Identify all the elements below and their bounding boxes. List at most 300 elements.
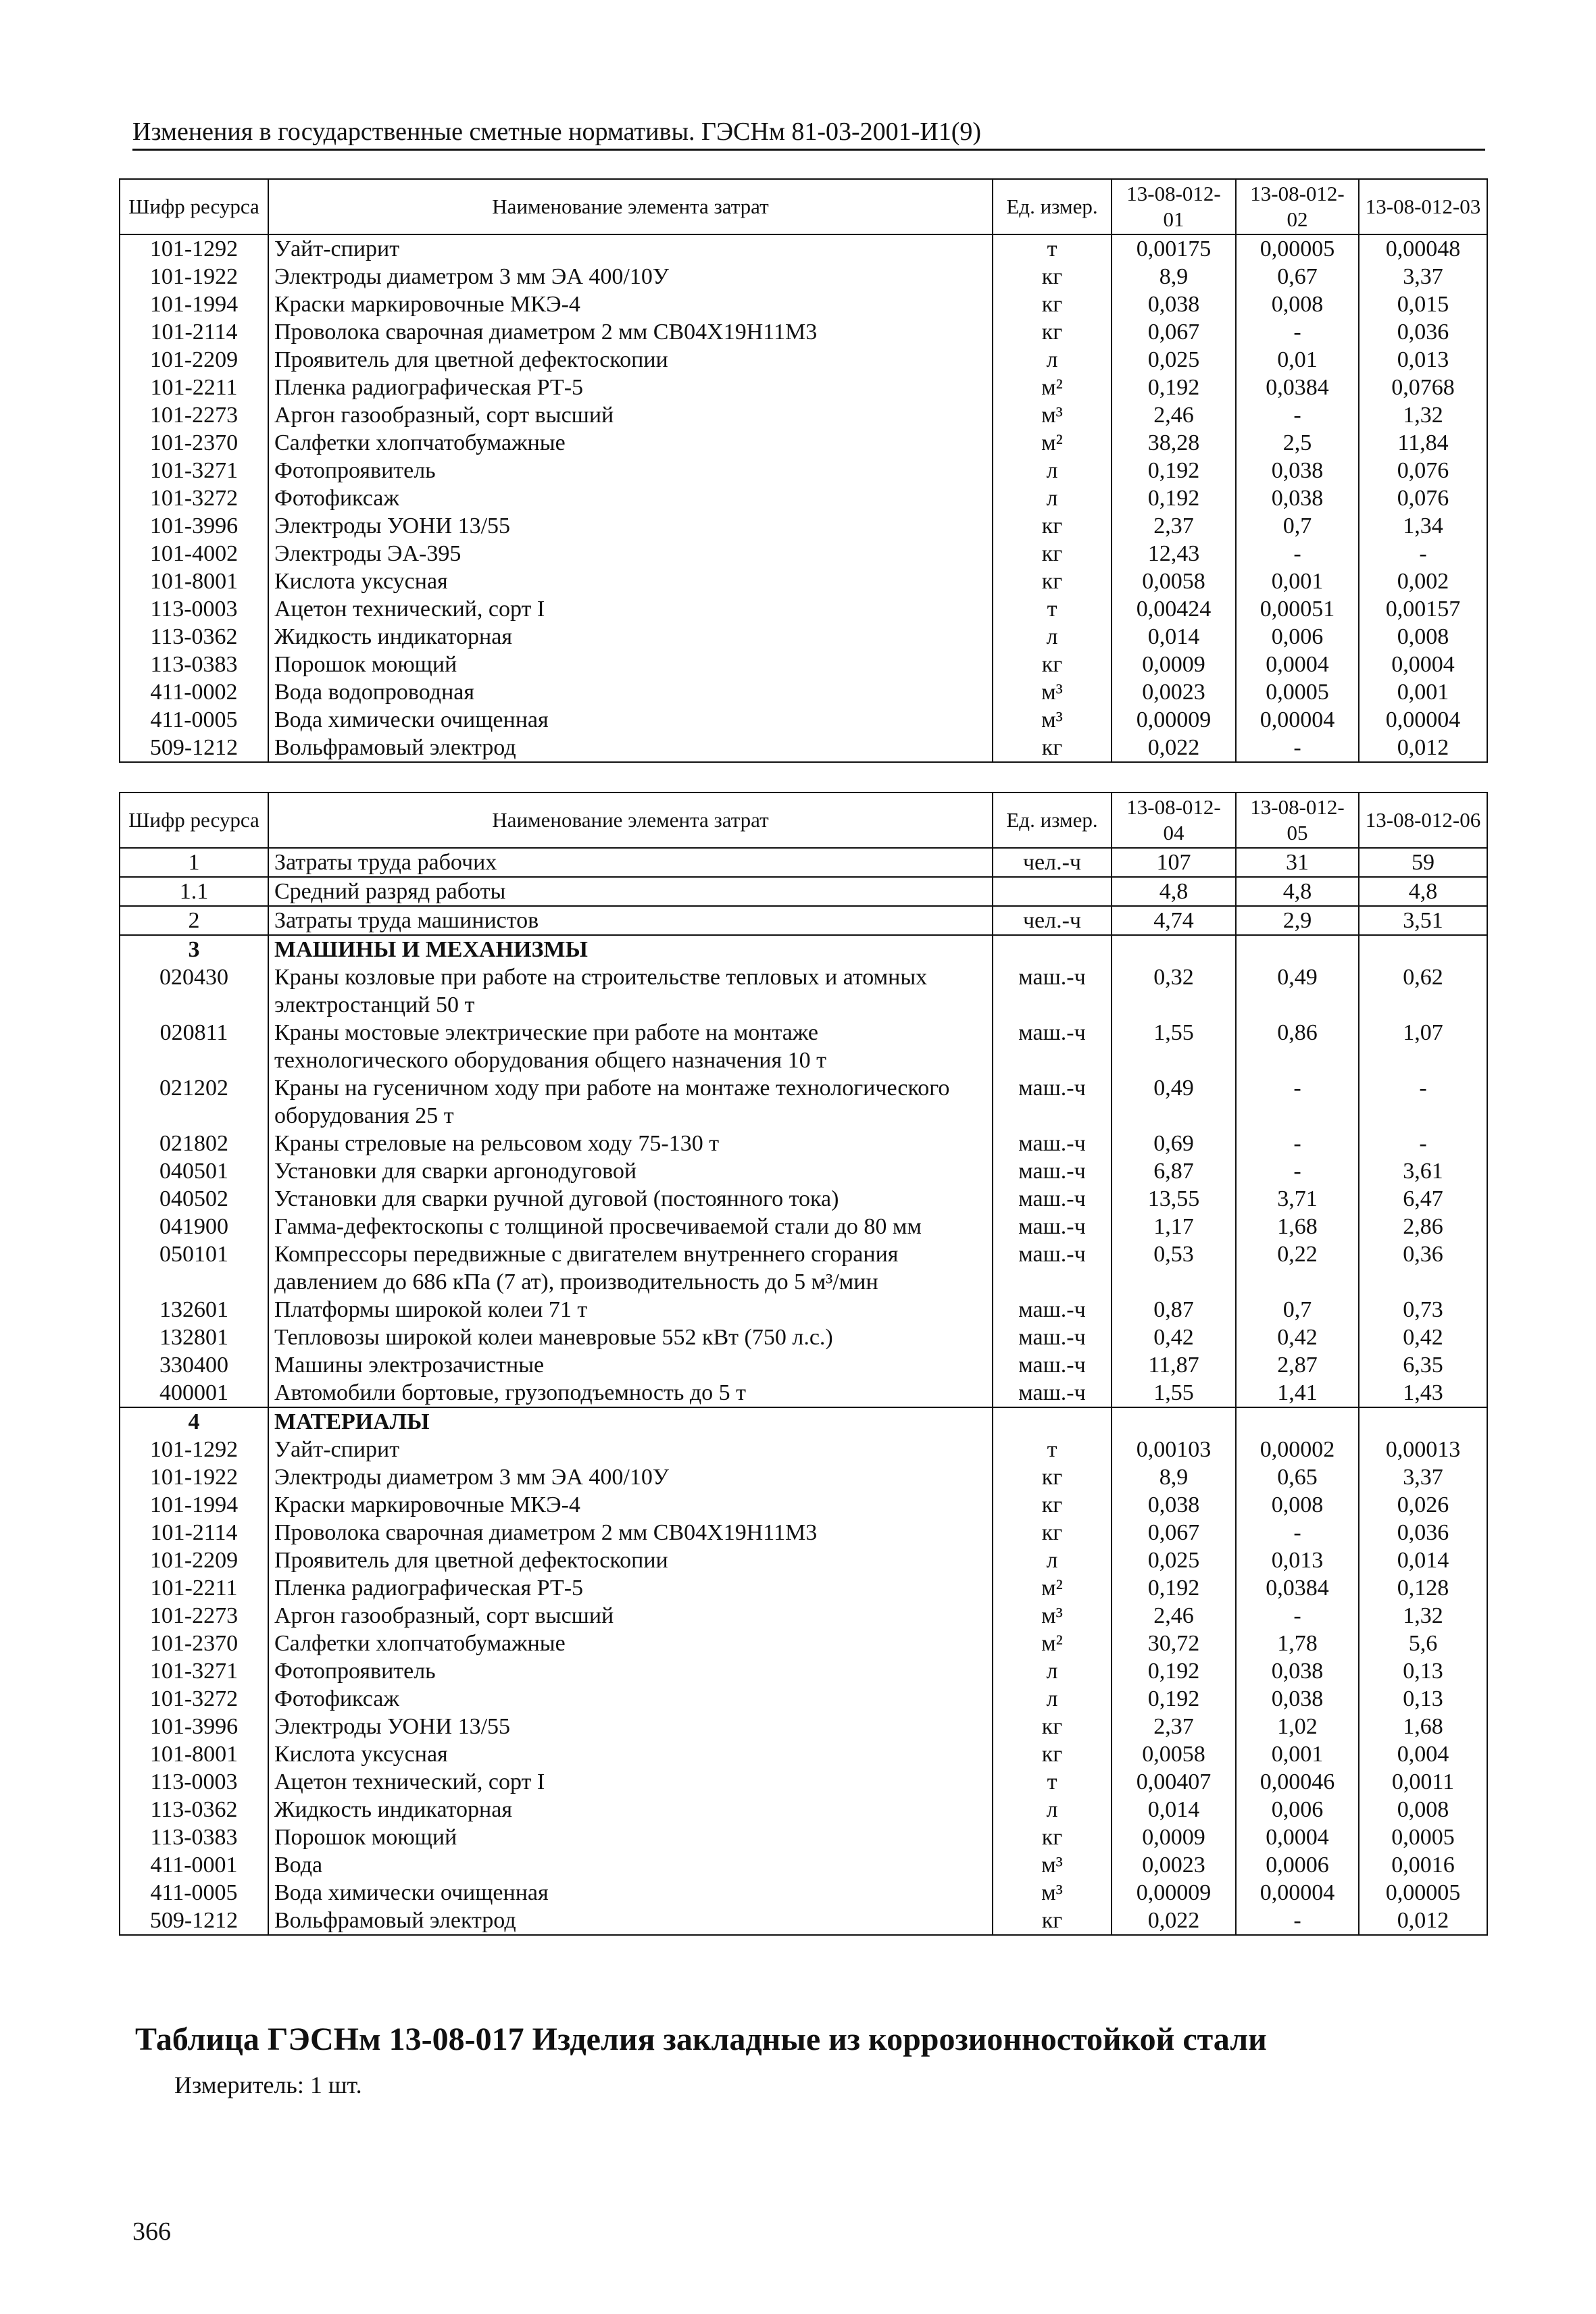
value-col-3: 2,86 <box>1359 1213 1487 1240</box>
value-col-3: 0,014 <box>1359 1546 1487 1574</box>
unit <box>993 1407 1112 1436</box>
table-row <box>120 1879 1487 1907</box>
cost-element-name: Установки для сварки ручной дуговой (постоянного тока) <box>268 1185 993 1213</box>
value-col-1: 0,0009 <box>1112 651 1236 678</box>
column-header: Ед. измер. <box>993 179 1112 234</box>
table-header-row <box>120 793 1487 848</box>
unit: м³ <box>993 678 1112 706</box>
value-col-3: - <box>1359 1130 1487 1157</box>
unit: л <box>993 457 1112 484</box>
resource-code: 101-3271 <box>120 1657 268 1685</box>
value-col-1 <box>1112 1407 1236 1436</box>
value-col-1: 38,28 <box>1112 429 1236 457</box>
unit: кг <box>993 1519 1112 1546</box>
resource-code: 040501 <box>120 1157 268 1185</box>
value-col-2: 0,00004 <box>1236 706 1359 734</box>
table-row <box>120 401 1487 429</box>
value-col-2: - <box>1236 401 1359 429</box>
value-col-1: 1,17 <box>1112 1213 1236 1240</box>
table-row <box>120 1130 1487 1157</box>
value-col-3: 0,015 <box>1359 291 1487 318</box>
cost-element-name: Компрессоры передвижные с двигателем внутреннего сгорания давлением до 686 кПа (7 ат), производительность до 5 м³/мин <box>268 1240 993 1296</box>
table-row <box>120 963 1487 1019</box>
unit: кг <box>993 291 1112 318</box>
table-row <box>120 1768 1487 1796</box>
table-row <box>120 1740 1487 1768</box>
resource-code: 101-1292 <box>120 234 268 263</box>
cost-element-name: Фотопроявитель <box>268 1657 993 1685</box>
resource-code: 021202 <box>120 1074 268 1130</box>
table-row <box>120 1157 1487 1185</box>
unit: кг <box>993 263 1112 291</box>
value-col-3: 1,32 <box>1359 1602 1487 1630</box>
table-row <box>120 1379 1487 1407</box>
value-col-1: 0,32 <box>1112 963 1236 1019</box>
cost-element-name: Порошок моющий <box>268 651 993 678</box>
table-row <box>120 706 1487 734</box>
value-col-1: 107 <box>1112 848 1236 877</box>
cost-element-name: Вольфрамовый электрод <box>268 734 993 762</box>
unit: т <box>993 1768 1112 1796</box>
value-col-1: 0,00103 <box>1112 1436 1236 1463</box>
cost-element-name: Вольфрамовый электрод <box>268 1907 993 1935</box>
value-col-2: - <box>1236 540 1359 568</box>
cost-element-name: Фотопроявитель <box>268 457 993 484</box>
value-col-2: 0,42 <box>1236 1324 1359 1351</box>
column-header: Шифр ресурса <box>120 793 268 848</box>
value-col-2: 4,8 <box>1236 877 1359 906</box>
value-col-2: 1,02 <box>1236 1713 1359 1740</box>
resource-code: 411-0005 <box>120 1879 268 1907</box>
value-col-2: 31 <box>1236 848 1359 877</box>
cost-element-name: Электроды диаметром 3 мм ЭА 400/10У <box>268 1463 993 1491</box>
unit: м³ <box>993 1879 1112 1907</box>
value-col-2: 0,001 <box>1236 1740 1359 1768</box>
value-col-2: 0,86 <box>1236 1019 1359 1074</box>
resource-code: 509-1212 <box>120 734 268 762</box>
value-col-2: 1,41 <box>1236 1379 1359 1407</box>
unit: л <box>993 484 1112 512</box>
resource-code: 101-3996 <box>120 1713 268 1740</box>
table-row <box>120 1185 1487 1213</box>
cost-element-name: Фотофиксаж <box>268 1685 993 1713</box>
cost-element-name: МАТЕРИАЛЫ <box>268 1407 993 1436</box>
value-col-3: 0,00004 <box>1359 706 1487 734</box>
value-col-3 <box>1359 935 1487 963</box>
value-col-2: 0,00005 <box>1236 234 1359 263</box>
table-row <box>120 848 1487 877</box>
table-row <box>120 484 1487 512</box>
unit <box>993 877 1112 906</box>
value-col-2: - <box>1236 1130 1359 1157</box>
column-header: Наименование элемента затрат <box>268 179 993 234</box>
resource-code: 101-1994 <box>120 291 268 318</box>
cost-element-name: Установки для сварки аргонодуговой <box>268 1157 993 1185</box>
value-col-3: 59 <box>1359 848 1487 877</box>
table-row <box>120 429 1487 457</box>
table-row <box>120 734 1487 762</box>
value-col-2: - <box>1236 318 1359 346</box>
unit: м³ <box>993 706 1112 734</box>
unit: чел.-ч <box>993 848 1112 877</box>
cost-element-name: Электроды УОНИ 13/55 <box>268 512 993 540</box>
unit: маш.-ч <box>993 1351 1112 1379</box>
value-col-3: - <box>1359 540 1487 568</box>
column-header: 13-08-012-01 <box>1112 179 1236 234</box>
unit: т <box>993 1436 1112 1463</box>
table-row <box>120 1213 1487 1240</box>
unit: л <box>993 623 1112 651</box>
page-header: Изменения в государственные сметные нормативы. ГЭСНм 81-03-2001-И1(9) <box>132 116 1485 151</box>
unit: кг <box>993 512 1112 540</box>
cost-element-name: Вода химически очищенная <box>268 1879 993 1907</box>
table-row <box>120 291 1487 318</box>
unit: кг <box>993 651 1112 678</box>
unit: м² <box>993 374 1112 401</box>
table-row <box>120 623 1487 651</box>
value-col-2: - <box>1236 1907 1359 1935</box>
resource-code: 411-0005 <box>120 706 268 734</box>
value-col-3: 5,6 <box>1359 1630 1487 1657</box>
unit: т <box>993 595 1112 623</box>
resource-code: 101-3272 <box>120 1685 268 1713</box>
value-col-3: 0,00048 <box>1359 234 1487 263</box>
value-col-3: 1,34 <box>1359 512 1487 540</box>
value-col-2: 0,008 <box>1236 291 1359 318</box>
value-col-1: 0,014 <box>1112 1796 1236 1823</box>
measure-unit: Измеритель: 1 шт. <box>174 2071 362 2098</box>
resource-code: 132801 <box>120 1324 268 1351</box>
value-col-3: 6,35 <box>1359 1351 1487 1379</box>
resource-code: 101-2370 <box>120 1630 268 1657</box>
cost-element-name: Проявитель для цветной дефектоскопии <box>268 346 993 374</box>
table-row <box>120 906 1487 935</box>
column-header: 13-08-012-06 <box>1359 793 1487 848</box>
value-col-1: 2,37 <box>1112 512 1236 540</box>
value-col-2: 0,7 <box>1236 512 1359 540</box>
unit: кг <box>993 1713 1112 1740</box>
table-row <box>120 1907 1487 1935</box>
value-col-1: 0,00009 <box>1112 1879 1236 1907</box>
value-col-2: 0,49 <box>1236 963 1359 1019</box>
unit: маш.-ч <box>993 1296 1112 1324</box>
value-col-1: 6,87 <box>1112 1157 1236 1185</box>
resource-code: 101-2211 <box>120 374 268 401</box>
value-col-1: 0,0009 <box>1112 1823 1236 1851</box>
cost-element-name: Краны мостовые электрические при работе на монтаже технологического оборудования общего назначения 10 т <box>268 1019 993 1074</box>
cost-element-name: Электроды УОНИ 13/55 <box>268 1713 993 1740</box>
cost-element-name: Кислота уксусная <box>268 1740 993 1768</box>
value-col-1: 0,0023 <box>1112 1851 1236 1879</box>
cost-element-name: Аргон газообразный, сорт высший <box>268 401 993 429</box>
resource-code: 040502 <box>120 1185 268 1213</box>
value-col-1: 2,46 <box>1112 1602 1236 1630</box>
resource-code: 101-2114 <box>120 318 268 346</box>
value-col-2: 3,71 <box>1236 1185 1359 1213</box>
value-col-1: 0,067 <box>1112 318 1236 346</box>
resource-code: 101-1292 <box>120 1436 268 1463</box>
value-col-1: 0,0023 <box>1112 678 1236 706</box>
resource-code: 101-8001 <box>120 568 268 595</box>
table-row <box>120 457 1487 484</box>
table-row <box>120 1074 1487 1130</box>
value-col-1: 1,55 <box>1112 1379 1236 1407</box>
cost-element-name: Ацетон технический, сорт I <box>268 595 993 623</box>
value-col-2: 0,00051 <box>1236 595 1359 623</box>
value-col-1: 0,192 <box>1112 1574 1236 1602</box>
table-row <box>120 1602 1487 1630</box>
column-header: 13-08-012-05 <box>1236 793 1359 848</box>
unit: м² <box>993 1630 1112 1657</box>
value-col-3: 0,13 <box>1359 1657 1487 1685</box>
table-row <box>120 1630 1487 1657</box>
resource-code: 101-1994 <box>120 1491 268 1519</box>
cost-element-name: Краны на гусеничном ходу при работе на монтаже технологического оборудования 25 т <box>268 1074 993 1130</box>
value-col-3: 0,13 <box>1359 1685 1487 1713</box>
value-col-1: 0,69 <box>1112 1130 1236 1157</box>
unit: л <box>993 1796 1112 1823</box>
value-col-2 <box>1236 935 1359 963</box>
value-col-3 <box>1359 1407 1487 1436</box>
value-col-3: 0,012 <box>1359 734 1487 762</box>
unit: кг <box>993 1463 1112 1491</box>
cost-element-name: Жидкость индикаторная <box>268 623 993 651</box>
value-col-1: 0,014 <box>1112 623 1236 651</box>
value-col-3: 3,51 <box>1359 906 1487 935</box>
value-col-3: 3,37 <box>1359 263 1487 291</box>
resource-code: 021802 <box>120 1130 268 1157</box>
resource-code: 101-1922 <box>120 263 268 291</box>
unit: кг <box>993 734 1112 762</box>
table-row <box>120 678 1487 706</box>
value-col-1: 0,192 <box>1112 374 1236 401</box>
resource-code: 113-0003 <box>120 1768 268 1796</box>
value-col-3: 1,68 <box>1359 1713 1487 1740</box>
value-col-2: 0,0384 <box>1236 1574 1359 1602</box>
resource-code: 101-4002 <box>120 540 268 568</box>
resource-code: 101-2370 <box>120 429 268 457</box>
value-col-3: 0,00157 <box>1359 595 1487 623</box>
table-row <box>120 1657 1487 1685</box>
table-row <box>120 595 1487 623</box>
value-col-1: 0,038 <box>1112 1491 1236 1519</box>
unit: кг <box>993 1823 1112 1851</box>
value-col-1: 2,46 <box>1112 401 1236 429</box>
resource-code: 411-0002 <box>120 678 268 706</box>
page-number: 366 <box>132 2217 171 2246</box>
unit: м³ <box>993 1851 1112 1879</box>
value-col-1: 0,022 <box>1112 734 1236 762</box>
value-col-3: 0,004 <box>1359 1740 1487 1768</box>
value-col-1: 0,025 <box>1112 1546 1236 1574</box>
value-col-1: 8,9 <box>1112 263 1236 291</box>
value-col-1: 11,87 <box>1112 1351 1236 1379</box>
value-col-1 <box>1112 935 1236 963</box>
value-col-2: - <box>1236 1074 1359 1130</box>
value-col-1: 0,00407 <box>1112 1768 1236 1796</box>
resource-code: 101-3996 <box>120 512 268 540</box>
value-col-3: 0,026 <box>1359 1491 1487 1519</box>
table-row <box>120 1324 1487 1351</box>
value-col-2: 0,006 <box>1236 623 1359 651</box>
table-header-row <box>120 179 1487 234</box>
table-row <box>120 1519 1487 1546</box>
unit: маш.-ч <box>993 963 1112 1019</box>
value-col-1: 1,55 <box>1112 1019 1236 1074</box>
resource-code: 041900 <box>120 1213 268 1240</box>
value-col-2: 2,5 <box>1236 429 1359 457</box>
table-row <box>120 346 1487 374</box>
resource-code: 101-8001 <box>120 1740 268 1768</box>
value-col-3: 0,012 <box>1359 1907 1487 1935</box>
value-col-1: 8,9 <box>1112 1463 1236 1491</box>
value-col-2: 0,22 <box>1236 1240 1359 1296</box>
value-col-3: 0,013 <box>1359 346 1487 374</box>
value-col-2: 0,01 <box>1236 346 1359 374</box>
cost-element-name: Проявитель для цветной дефектоскопии <box>268 1546 993 1574</box>
resource-code: 101-2114 <box>120 1519 268 1546</box>
value-col-1: 4,74 <box>1112 906 1236 935</box>
unit <box>993 935 1112 963</box>
value-col-3: 4,8 <box>1359 877 1487 906</box>
resource-code: 101-2211 <box>120 1574 268 1602</box>
unit: маш.-ч <box>993 1185 1112 1213</box>
value-col-3: 3,61 <box>1359 1157 1487 1185</box>
table-row <box>120 374 1487 401</box>
value-col-3: 0,076 <box>1359 484 1487 512</box>
value-col-3: 11,84 <box>1359 429 1487 457</box>
value-col-2: 0,001 <box>1236 568 1359 595</box>
table-row <box>120 1240 1487 1296</box>
cost-element-name: Проволока сварочная диаметром 2 мм СВ04Х19Н11М3 <box>268 318 993 346</box>
cost-element-name: Проволока сварочная диаметром 2 мм СВ04Х19Н11М3 <box>268 1519 993 1546</box>
value-col-1: 30,72 <box>1112 1630 1236 1657</box>
table-row <box>120 1796 1487 1823</box>
value-col-3: 0,36 <box>1359 1240 1487 1296</box>
cost-element-name: Затраты труда рабочих <box>268 848 993 877</box>
unit: кг <box>993 540 1112 568</box>
value-col-2: - <box>1236 734 1359 762</box>
value-col-3: 0,42 <box>1359 1324 1487 1351</box>
resource-code: 400001 <box>120 1379 268 1407</box>
unit: кг <box>993 1491 1112 1519</box>
cost-element-name: Уайт-спирит <box>268 234 993 263</box>
cost-element-name: Вода химически очищенная <box>268 706 993 734</box>
value-col-1: 0,192 <box>1112 1657 1236 1685</box>
value-col-2: 0,67 <box>1236 263 1359 291</box>
value-col-3: 0,00005 <box>1359 1879 1487 1907</box>
cost-element-name: Тепловозы широкой колеи маневровые 552 кВт (750 л.с.) <box>268 1324 993 1351</box>
value-col-1: 0,87 <box>1112 1296 1236 1324</box>
value-col-3: 0,008 <box>1359 623 1487 651</box>
resource-code: 113-0362 <box>120 1796 268 1823</box>
cost-element-name: Вода <box>268 1851 993 1879</box>
table-row <box>120 877 1487 906</box>
unit: чел.-ч <box>993 906 1112 935</box>
cost-element-name: Электроды ЭА-395 <box>268 540 993 568</box>
value-col-3: 0,0005 <box>1359 1823 1487 1851</box>
unit: м³ <box>993 1602 1112 1630</box>
value-col-1: 2,37 <box>1112 1713 1236 1740</box>
value-col-2: 2,87 <box>1236 1351 1359 1379</box>
value-col-1: 4,8 <box>1112 877 1236 906</box>
value-col-1: 0,022 <box>1112 1907 1236 1935</box>
cost-element-name: Порошок моющий <box>268 1823 993 1851</box>
unit: маш.-ч <box>993 1019 1112 1074</box>
value-col-1: 0,00175 <box>1112 234 1236 263</box>
value-col-1: 0,42 <box>1112 1324 1236 1351</box>
value-col-2: 0,038 <box>1236 1657 1359 1685</box>
value-col-3: - <box>1359 1074 1487 1130</box>
unit: л <box>993 346 1112 374</box>
table-row <box>120 1407 1487 1436</box>
value-col-2: - <box>1236 1602 1359 1630</box>
value-col-3: 3,37 <box>1359 1463 1487 1491</box>
value-col-3: 0,002 <box>1359 568 1487 595</box>
value-col-3: 0,128 <box>1359 1574 1487 1602</box>
column-header: 13-08-012-03 <box>1359 179 1487 234</box>
value-col-3: 0,001 <box>1359 678 1487 706</box>
value-col-2: 0,013 <box>1236 1546 1359 1574</box>
table-row <box>120 1463 1487 1491</box>
value-col-2: 0,65 <box>1236 1463 1359 1491</box>
value-col-2: - <box>1236 1519 1359 1546</box>
resource-code: 101-3271 <box>120 457 268 484</box>
value-col-2: 0,00002 <box>1236 1436 1359 1463</box>
unit: маш.-ч <box>993 1157 1112 1185</box>
table-row <box>120 1491 1487 1519</box>
value-col-2: 0,00046 <box>1236 1768 1359 1796</box>
unit: маш.-ч <box>993 1130 1112 1157</box>
unit: кг <box>993 1907 1112 1935</box>
resource-code: 101-2209 <box>120 1546 268 1574</box>
cost-element-name: Платформы широкой колеи 71 т <box>268 1296 993 1324</box>
value-col-3: 0,008 <box>1359 1796 1487 1823</box>
unit: кг <box>993 1740 1112 1768</box>
value-col-2: 0,038 <box>1236 484 1359 512</box>
cost-element-name: Уайт-спирит <box>268 1436 993 1463</box>
resource-code: 2 <box>120 906 268 935</box>
resource-code: 3 <box>120 935 268 963</box>
value-col-2: - <box>1236 1157 1359 1185</box>
value-col-2: 0,00004 <box>1236 1879 1359 1907</box>
unit: маш.-ч <box>993 1324 1112 1351</box>
table-row <box>120 1436 1487 1463</box>
resource-code: 101-2273 <box>120 401 268 429</box>
cost-element-name: Электроды диаметром 3 мм ЭА 400/10У <box>268 263 993 291</box>
value-col-2: 0,0004 <box>1236 1823 1359 1851</box>
table-row <box>120 1351 1487 1379</box>
resource-code: 113-0383 <box>120 651 268 678</box>
value-col-1: 0,0058 <box>1112 568 1236 595</box>
value-col-2: 0,006 <box>1236 1796 1359 1823</box>
cost-element-name: Салфетки хлопчатобумажные <box>268 429 993 457</box>
column-header: 13-08-012-02 <box>1236 179 1359 234</box>
value-col-3: 0,0768 <box>1359 374 1487 401</box>
value-col-2: 0,0384 <box>1236 374 1359 401</box>
unit: л <box>993 1657 1112 1685</box>
table-row <box>120 568 1487 595</box>
resource-code: 113-0003 <box>120 595 268 623</box>
cost-element-name: Автомобили бортовые, грузоподъемность до 5 т <box>268 1379 993 1407</box>
value-col-1: 0,067 <box>1112 1519 1236 1546</box>
cost-element-name: Салфетки хлопчатобумажные <box>268 1630 993 1657</box>
value-col-2: 0,008 <box>1236 1491 1359 1519</box>
unit: м³ <box>993 401 1112 429</box>
value-col-3: 0,036 <box>1359 1519 1487 1546</box>
column-header: 13-08-012-04 <box>1112 793 1236 848</box>
unit: маш.-ч <box>993 1074 1112 1130</box>
